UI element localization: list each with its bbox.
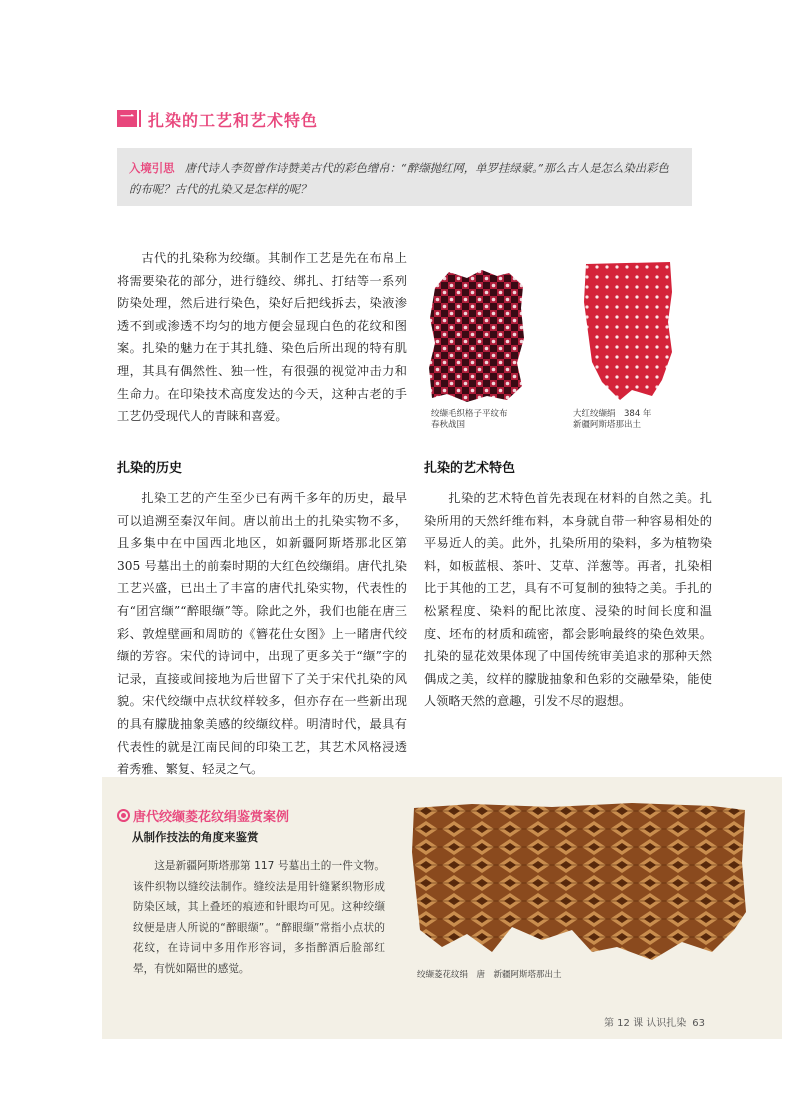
page-number: 63 (692, 1018, 705, 1029)
lesson-label: 第 12 课 认识扎染 (604, 1018, 687, 1029)
case-title-text: 唐代绞缬菱花纹绢鉴赏案例 (133, 810, 290, 825)
art-heading: 扎染的艺术特色 (424, 461, 516, 476)
page-footer (604, 1014, 705, 1029)
fabric1-caption-line1: 绞缬毛织格子平纹布 (431, 409, 508, 419)
section-title: 扎染的工艺和艺术特色 (148, 111, 319, 130)
section-divider (139, 110, 141, 127)
case-title (117, 806, 289, 825)
diamond-pattern-silk-image (412, 802, 747, 962)
intro-tag: 入境引思 (129, 161, 175, 175)
relic-caption: 绞缬菱花纹绢 唐 新疆阿斯塔那出土 (417, 970, 562, 980)
case-paragraph: 这是新疆阿斯塔那第 117 号墓出土的一件文物。该件织物以缝绞法制作。缝绞法是用针缝紧织物形成防染区域，其上叠坯的痕迹和针眼均可见。这种绞缬纹便是唐人所说的“醉眼缬”。“醉眼缬”常指小点状的花纹，在诗词中多用作形容词，多指醉酒后脸部红晕，有恍如隔世的感觉。 (133, 860, 385, 975)
fabric2-caption-line2: 新疆阿斯塔那出土 (573, 420, 642, 430)
intro-paragraph: 古代的扎染称为绞缬。其制作工艺是先在布帛上将需要染花的部分，进行缝绞、绑扎、打结等一系列防染处理，然后进行染色，染好后把线拆去，染液渗透不到或渗透不均匀的地方便会显现白色的花纹和图案。扎染的魅力在于其扎缝、染色后所出现的特有肌理，其具有偶然性、独一性，有很强的视觉冲击力和生命力。在印染技术高度发达的今天，这种古老的手工艺仍受现代人的青睐和喜爱。 (117, 251, 407, 424)
section-number-badge: 一 (117, 110, 137, 127)
checkered-fabric-image (427, 268, 525, 403)
intro-text: 唐代诗人李贺曾作诗赞美古代的彩色缯帛：“醉缬抛红网，单罗挂绿蒙。”那么古人是怎么染出彩色的布呢？古代的扎染又是怎样的呢？ (129, 161, 669, 196)
fabric1-caption (431, 409, 541, 431)
red-dotted-fabric-image (582, 262, 674, 402)
art-paragraph: 扎染的艺术特色首先表现在材料的自然之美。扎染所用的天然纤维布料，本身就自带一种容易相处的平易近人的美。此外，扎染所用的染料，多为植物染料，如板蓝根、茶叶、艾草、洋葱等。再者，扎染相比于其他的工艺，具有不可复制的独特之美。手扎的松紧程度、染料的配比浓度、浸染的时间长度和温度、坯布的材质和疏密，都会影响最终的染色效果。扎染的显花效果体现了中国传统审美追求的那种天然偶成之美，纹样的朦胧抽象和色彩的交融晕染，能使人领略天然的意趣，引发不尽的遐想。 (424, 491, 712, 709)
fabric2-caption (573, 409, 693, 431)
fabric1-caption-line2: 春秋战国 (431, 420, 466, 430)
history-heading: 扎染的历史 (117, 461, 183, 476)
history-paragraph: 扎染工艺的产生至少已有两千多年的历史，最早可以追溯至秦汉年间。唐以前出土的扎染实物不多，且多集中在中国西北地区，如新疆阿斯塔那北区第 305 号墓出土的前秦时期的大红色绞缬绢。唐代扎染工艺兴盛，已出土了丰富的唐代扎染实物，代表性的有“团宫缬”“醉眼缬”等。除此之外，我们也能在唐三彩、敦煌壁画和周昉的《簪花仕女图》上一睹唐代绞缬的芳容。宋代的诗词中，出现了更多关于“缬”字的记录，直接或间接地为后世留下了关于宋代扎染的风貌。宋代绞缬中点状纹样较多，但亦存在一些新出现的具有朦胧抽象美感的绞缬纹样。明清时代，最具有代表性的就是江南民间的印染工艺，其艺术风格浸透着秀雅、繁复、轻灵之气。 (117, 491, 407, 777)
intro-box (117, 148, 692, 206)
target-icon (117, 809, 130, 822)
case-subtitle: 从制作技法的角度来鉴赏 (132, 830, 259, 844)
fabric2-caption-line1: 大红绞缬绢 384 年 (573, 409, 652, 419)
